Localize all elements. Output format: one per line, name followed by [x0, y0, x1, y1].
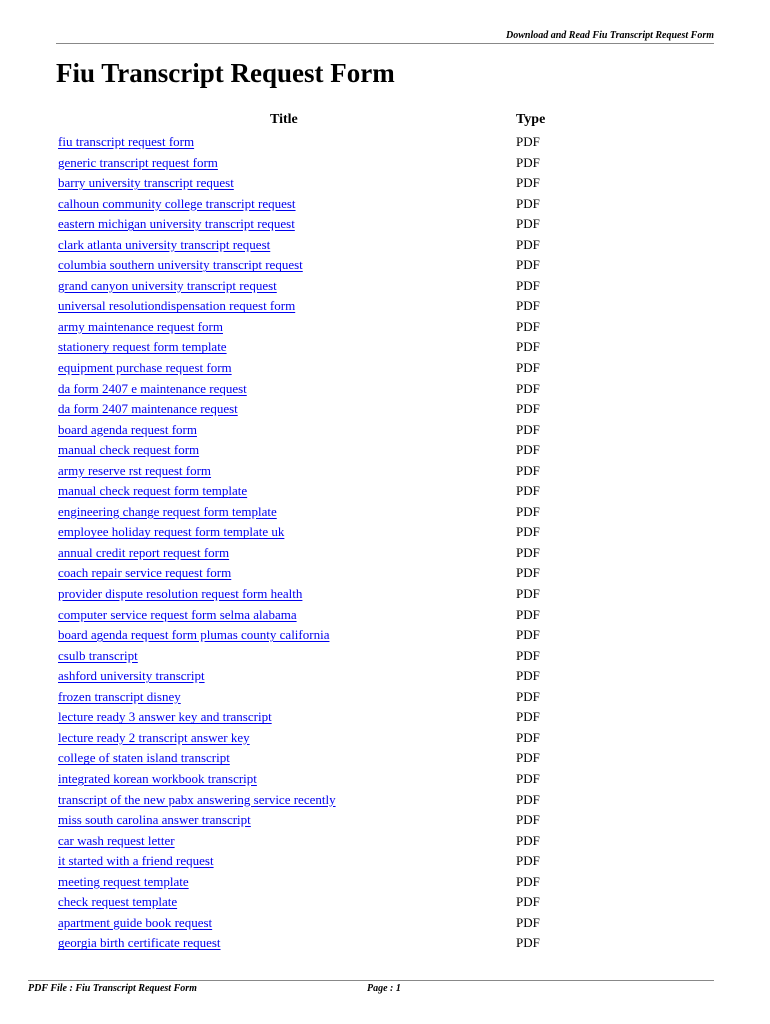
list-item — [58, 605, 658, 626]
file-type-label: PDF — [516, 175, 540, 191]
document-link[interactable]: generic transcript request form — [58, 154, 218, 170]
document-link[interactable]: frozen transcript disney — [58, 688, 181, 704]
list-item — [58, 625, 658, 646]
document-link[interactable]: meeting request template — [58, 873, 189, 889]
file-type-label: PDF — [516, 812, 540, 828]
document-link[interactable]: coach repair service request form — [58, 565, 232, 581]
document-link[interactable]: universal resolutiondispensation request form — [58, 298, 296, 314]
list-item — [58, 810, 658, 831]
list-item — [58, 543, 658, 564]
file-type-label: PDF — [516, 935, 540, 951]
document-link[interactable]: car wash request letter — [58, 832, 175, 848]
file-type-label: PDF — [516, 729, 540, 745]
list-item — [58, 707, 658, 728]
file-type-label: PDF — [516, 873, 540, 889]
document-link[interactable]: integrated korean workbook transcript — [58, 770, 257, 786]
file-type-label: PDF — [516, 154, 540, 170]
list-item — [58, 276, 658, 297]
document-link[interactable]: army maintenance request form — [58, 318, 223, 334]
list-item — [58, 687, 658, 708]
footer-divider — [28, 980, 714, 981]
list-item — [58, 317, 658, 338]
list-item — [58, 440, 658, 461]
file-type-label: PDF — [516, 914, 540, 930]
list-item — [58, 214, 658, 235]
file-type-label: PDF — [516, 421, 540, 437]
file-type-label: PDF — [516, 606, 540, 622]
document-link[interactable]: annual credit report request form — [58, 544, 230, 560]
list-item — [58, 420, 658, 441]
list-item — [58, 337, 658, 358]
document-link[interactable]: lecture ready 3 answer key and transcript — [58, 709, 272, 725]
document-link[interactable]: manual check request form template — [58, 483, 248, 499]
header-divider — [56, 43, 714, 44]
list-item — [58, 790, 658, 811]
file-type-label: PDF — [516, 688, 540, 704]
document-link[interactable]: fiu transcript request form — [58, 134, 195, 149]
document-link[interactable]: manual check request form — [58, 442, 200, 458]
file-type-label: PDF — [516, 627, 540, 643]
list-item — [58, 379, 658, 400]
list-item — [58, 584, 658, 605]
file-type-label: PDF — [516, 894, 540, 910]
file-type-label: PDF — [516, 442, 540, 458]
list-item — [58, 728, 658, 749]
file-type-label: PDF — [516, 668, 540, 684]
document-link[interactable]: miss south carolina answer transcript — [58, 812, 251, 828]
document-link[interactable]: board agenda request form plumas county california — [58, 627, 330, 643]
list-item — [58, 235, 658, 256]
document-link[interactable]: eastern michigan university transcript request — [58, 216, 295, 232]
file-type-label: PDF — [516, 565, 540, 581]
file-type-label: PDF — [516, 503, 540, 519]
list-item — [58, 748, 658, 769]
list-item — [58, 933, 658, 954]
list-item — [58, 173, 658, 194]
file-type-label: PDF — [516, 195, 540, 211]
list-item — [58, 194, 658, 215]
list-item — [58, 153, 658, 174]
file-type-label: PDF — [516, 380, 540, 396]
file-type-label: PDF — [516, 339, 540, 355]
file-type-label: PDF — [516, 770, 540, 786]
file-type-label: PDF — [516, 791, 540, 807]
file-type-label: PDF — [516, 298, 540, 314]
file-type-label: PDF — [516, 853, 540, 869]
document-link[interactable]: college of staten island transcript — [58, 750, 230, 766]
list-item — [58, 646, 658, 667]
document-link[interactable]: army reserve rst request form — [58, 462, 212, 478]
footer-file-label: PDF File : Fiu Transcript Request Form — [28, 983, 197, 994]
document-link[interactable]: check request template — [58, 894, 178, 910]
document-link[interactable]: provider dispute resolution request form health — [58, 586, 303, 602]
list-item — [58, 769, 658, 790]
list-item — [58, 666, 658, 687]
document-link[interactable]: da form 2407 maintenance request — [58, 401, 238, 417]
list-item — [58, 296, 658, 317]
list-item — [58, 358, 658, 379]
file-type-label: PDF — [516, 544, 540, 560]
footer-page-number: Page : 1 — [367, 983, 401, 994]
file-type-label: PDF — [516, 236, 540, 252]
running-header: Download and Read Fiu Transcript Request Form — [506, 30, 714, 41]
list-item — [58, 502, 658, 523]
document-link[interactable]: it started with a friend request — [58, 853, 214, 869]
file-type-label: PDF — [516, 524, 540, 540]
document-link[interactable]: equipment purchase request form — [58, 360, 232, 376]
list-item — [58, 255, 658, 276]
document-link[interactable]: columbia southern university transcript request — [58, 257, 303, 273]
column-header-title: Title — [270, 112, 298, 127]
list-item — [58, 522, 658, 543]
file-type-label: PDF — [516, 318, 540, 334]
document-link[interactable]: ashford university transcript — [58, 668, 205, 684]
document-link[interactable]: calhoun community college transcript request — [58, 195, 296, 211]
file-type-label: PDF — [516, 360, 540, 376]
file-type-label: PDF — [516, 257, 540, 273]
file-type-label: PDF — [516, 647, 540, 663]
list-item — [58, 851, 658, 872]
document-link[interactable]: csulb transcript — [58, 647, 138, 663]
document-link[interactable]: da form 2407 e maintenance request — [58, 380, 247, 396]
list-item — [58, 132, 658, 153]
list-item — [58, 399, 658, 420]
document-link[interactable]: georgia birth certificate request — [58, 935, 221, 951]
list-item — [58, 913, 658, 934]
file-type-label: PDF — [516, 750, 540, 766]
document-list — [58, 132, 658, 954]
file-type-label: PDF — [516, 401, 540, 417]
file-type-label: PDF — [516, 462, 540, 478]
document-link[interactable]: apartment guide book request — [58, 914, 213, 930]
document-link[interactable]: employee holiday request form template uk — [58, 524, 285, 540]
file-type-label: PDF — [516, 709, 540, 725]
file-type-label: PDF — [516, 134, 540, 149]
list-item — [58, 481, 658, 502]
document-link[interactable]: grand canyon university transcript request — [58, 277, 277, 293]
document-link[interactable]: clark atlanta university transcript request — [58, 236, 271, 252]
list-item — [58, 892, 658, 913]
page-title: Fiu Transcript Request Form — [56, 58, 395, 88]
file-type-label: PDF — [516, 216, 540, 232]
file-type-label: PDF — [516, 586, 540, 602]
column-header-type: Type — [516, 112, 546, 127]
document-link[interactable]: barry university transcript request — [58, 175, 234, 191]
list-item — [58, 831, 658, 852]
document-link[interactable]: board agenda request form — [58, 421, 197, 437]
list-item — [58, 461, 658, 482]
document-link[interactable]: transcript of the new pabx answering service recently — [58, 791, 336, 807]
file-type-label: PDF — [516, 483, 540, 499]
list-item — [58, 563, 658, 584]
document-link[interactable]: lecture ready 2 transcript answer key — [58, 729, 250, 745]
document-link[interactable]: stationery request form template — [58, 339, 227, 355]
list-item — [58, 872, 658, 893]
document-link[interactable]: engineering change request form template — [58, 503, 277, 519]
document-link[interactable]: computer service request form selma alabama — [58, 606, 297, 622]
file-type-label: PDF — [516, 832, 540, 848]
file-type-label: PDF — [516, 277, 540, 293]
